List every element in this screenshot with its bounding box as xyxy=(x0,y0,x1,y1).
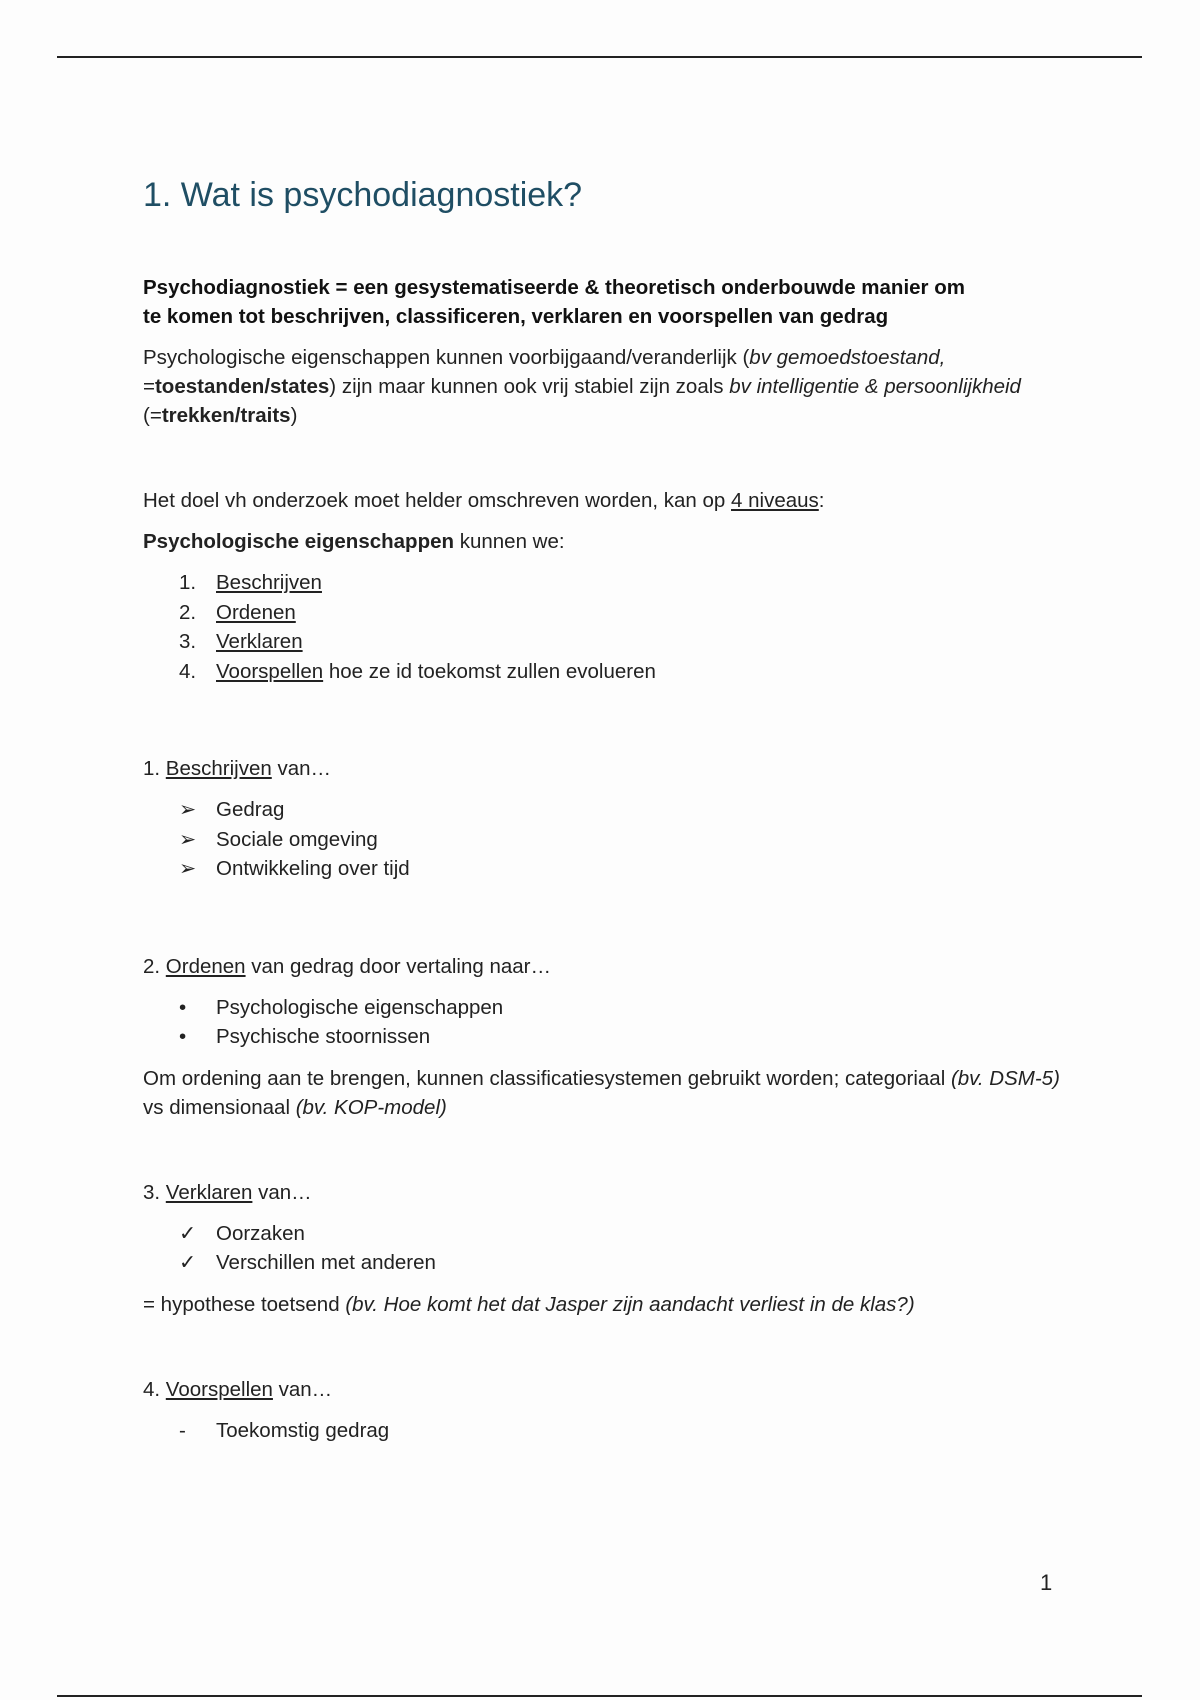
page-number: 1 xyxy=(1040,1570,1053,1595)
list-item: ➢ Sociale omgeving xyxy=(143,825,1063,855)
arrow-bullet-icon: ➢ xyxy=(179,857,197,880)
section-4-list xyxy=(143,1416,1063,1446)
dot-bullet-icon: • xyxy=(179,995,187,1019)
levels-list xyxy=(143,568,1063,686)
list-item: 3. Verklaren xyxy=(179,630,303,653)
list-item: ✓ Oorzaken xyxy=(143,1219,1063,1249)
section-3-list xyxy=(143,1219,1063,1278)
hypothesis-note: = hypothese toetsend (bv. Hoe komt het dat Jasper zijn aandacht verliest in de klas?) xyxy=(143,1292,915,1316)
properties-intro: Psychologische eigenschappen kunnen we: xyxy=(143,530,565,553)
checkmark-icon: ✓ xyxy=(179,1251,197,1274)
list-item: • Psychische stoornissen xyxy=(143,1022,1063,1052)
list-item: ➢ Ontwikkeling over tijd xyxy=(143,854,1063,884)
states-traits-paragraph: Psychologische eigenschappen kunnen voorbijgaand/veranderlijk (bv gemoedstoestand, =toestanden/states) zijn maar kunnen ook vrij stabiel zijn zoals bv intelligentie & persoonlijkheid (=trekken/traits) xyxy=(143,346,1021,427)
list-item: • Psychologische eigenschappen xyxy=(143,993,1063,1023)
section-2-list xyxy=(143,993,1063,1052)
section-4-heading: 4. Voorspellen van… xyxy=(143,1377,333,1401)
list-item: - Toekomstig gedrag xyxy=(143,1416,1063,1446)
section-1-list xyxy=(143,795,1063,884)
dot-bullet-icon: • xyxy=(179,1025,187,1048)
dash-bullet-icon: - xyxy=(179,1418,186,1442)
list-item: 2. Ordenen xyxy=(179,600,296,624)
section-1-heading: 1. Beschrijven van… xyxy=(143,757,332,780)
list-item: ➢ Gedrag xyxy=(143,795,1063,825)
page-content xyxy=(143,176,1063,1457)
classification-note: Om ordening aan te brengen, kunnen classificatiesystemen gebruikt worden; categoriaal (bv. DSM-5) vs dimensionaal (bv. KOP-model) xyxy=(143,1066,1060,1119)
list-item: ✓ Verschillen met anderen xyxy=(143,1248,1063,1278)
definition: Psychodiagnostiek = een gesystematiseerde & theoretisch onderbouwde manier om te komen tot beschrijven, classificeren, verklaren en voorspellen van gedrag xyxy=(143,276,965,328)
goal-paragraph: Het doel vh onderzoek moet helder omschreven worden, kan op 4 niveaus: xyxy=(143,489,825,512)
footer-rule xyxy=(57,1695,1142,1697)
list-item: 4. Voorspellen hoe ze id toekomst zullen evolueren xyxy=(179,659,656,683)
arrow-bullet-icon: ➢ xyxy=(179,827,197,851)
list-item: 1. Beschrijven xyxy=(179,571,322,594)
arrow-bullet-icon: ➢ xyxy=(179,798,197,821)
section-2-heading: 2. Ordenen van gedrag door vertaling naar… xyxy=(143,954,551,978)
section-3-heading: 3. Verklaren van… xyxy=(143,1180,312,1204)
page-title: 1. Wat is psychodiagnostiek? xyxy=(143,176,583,214)
checkmark-icon: ✓ xyxy=(179,1221,197,1245)
header-rule xyxy=(57,56,1142,58)
